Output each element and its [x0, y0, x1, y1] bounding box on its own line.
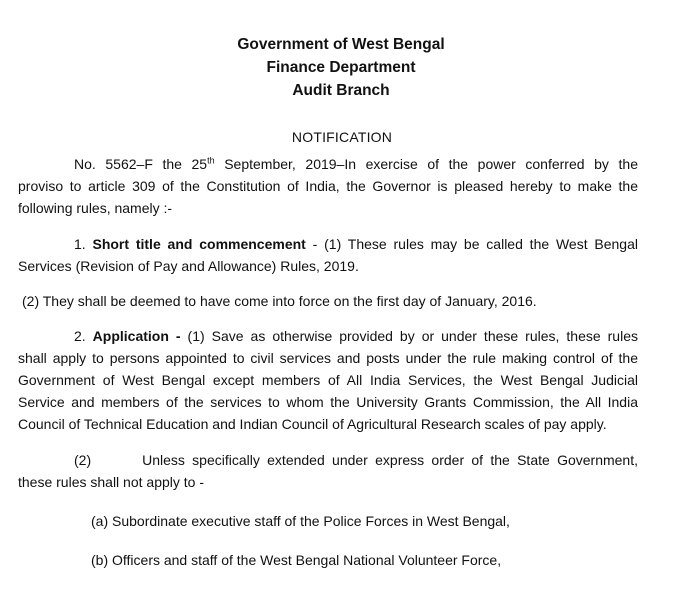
- rule-1-rest: Services (Revision of Pay and Allowance) Rules, 2019.: [18, 258, 359, 274]
- header-government: Government of West Bengal: [237, 36, 445, 53]
- intro-line1-rest: September, 2019–In exercise of the power conferred by the: [214, 156, 638, 172]
- rule-2-number: 2.: [74, 328, 93, 344]
- rule-2-paragraph: [18, 325, 638, 435]
- intro-first-line: [18, 153, 638, 175]
- notification-number: No. 5562–F the 25: [74, 156, 208, 172]
- header-department: Finance Department: [266, 59, 416, 76]
- rule-2-subrule-2: [18, 449, 638, 493]
- rule-1-line1-rest: - (1) These rules may be called the West Bengal: [305, 236, 638, 252]
- notification-title: NOTIFICATION: [291, 129, 393, 145]
- rule-1-subrule-2: (2) They shall be deemed to have come into force on the first day of January, 2016.: [22, 293, 537, 309]
- rule-2-line1-rest: (1) Save as otherwise provided by or under these rules, these rules: [180, 328, 638, 344]
- rule-2-subrule-2-rest: these rules shall not apply to -: [18, 474, 204, 490]
- rule-1-heading: Short title and commencement: [92, 236, 306, 252]
- header-branch: Audit Branch: [292, 82, 390, 99]
- rule-2-subrule-2-first-line: (2) Unless specifically extended under express order of the State Government,: [74, 452, 638, 468]
- date-suffix: th: [207, 155, 215, 166]
- rule-1-paragraph: [18, 233, 638, 277]
- list-item-b: (b) Officers and staff of the West Bengal National Volunteer Force,: [91, 552, 502, 568]
- intro-paragraph: [18, 153, 638, 219]
- list-item-a: (a) Subordinate executive staff of the Police Forces in West Bengal,: [91, 513, 510, 529]
- rule-2-rest: shall apply to persons appointed to civil services and posts under the rule making control of the Government of West Bengal except members of All India Services, the West Bengal Judicial Service and members of the services to whom the University Grants Commission, the All India Council of Technical Education and Indian Council of Agricultural Research scales of pay apply.: [18, 350, 638, 432]
- document-header: [18, 0, 638, 102]
- rule-2-heading: Application -: [92, 328, 181, 344]
- rule-1-first-line: [18, 233, 638, 255]
- intro-rest: proviso to article 309 of the Constitution of India, the Governor is pleased hereby to make the following rules, namely :-: [18, 178, 638, 216]
- rule-2-first-line: [18, 325, 638, 347]
- rule-1-number: 1.: [74, 236, 93, 252]
